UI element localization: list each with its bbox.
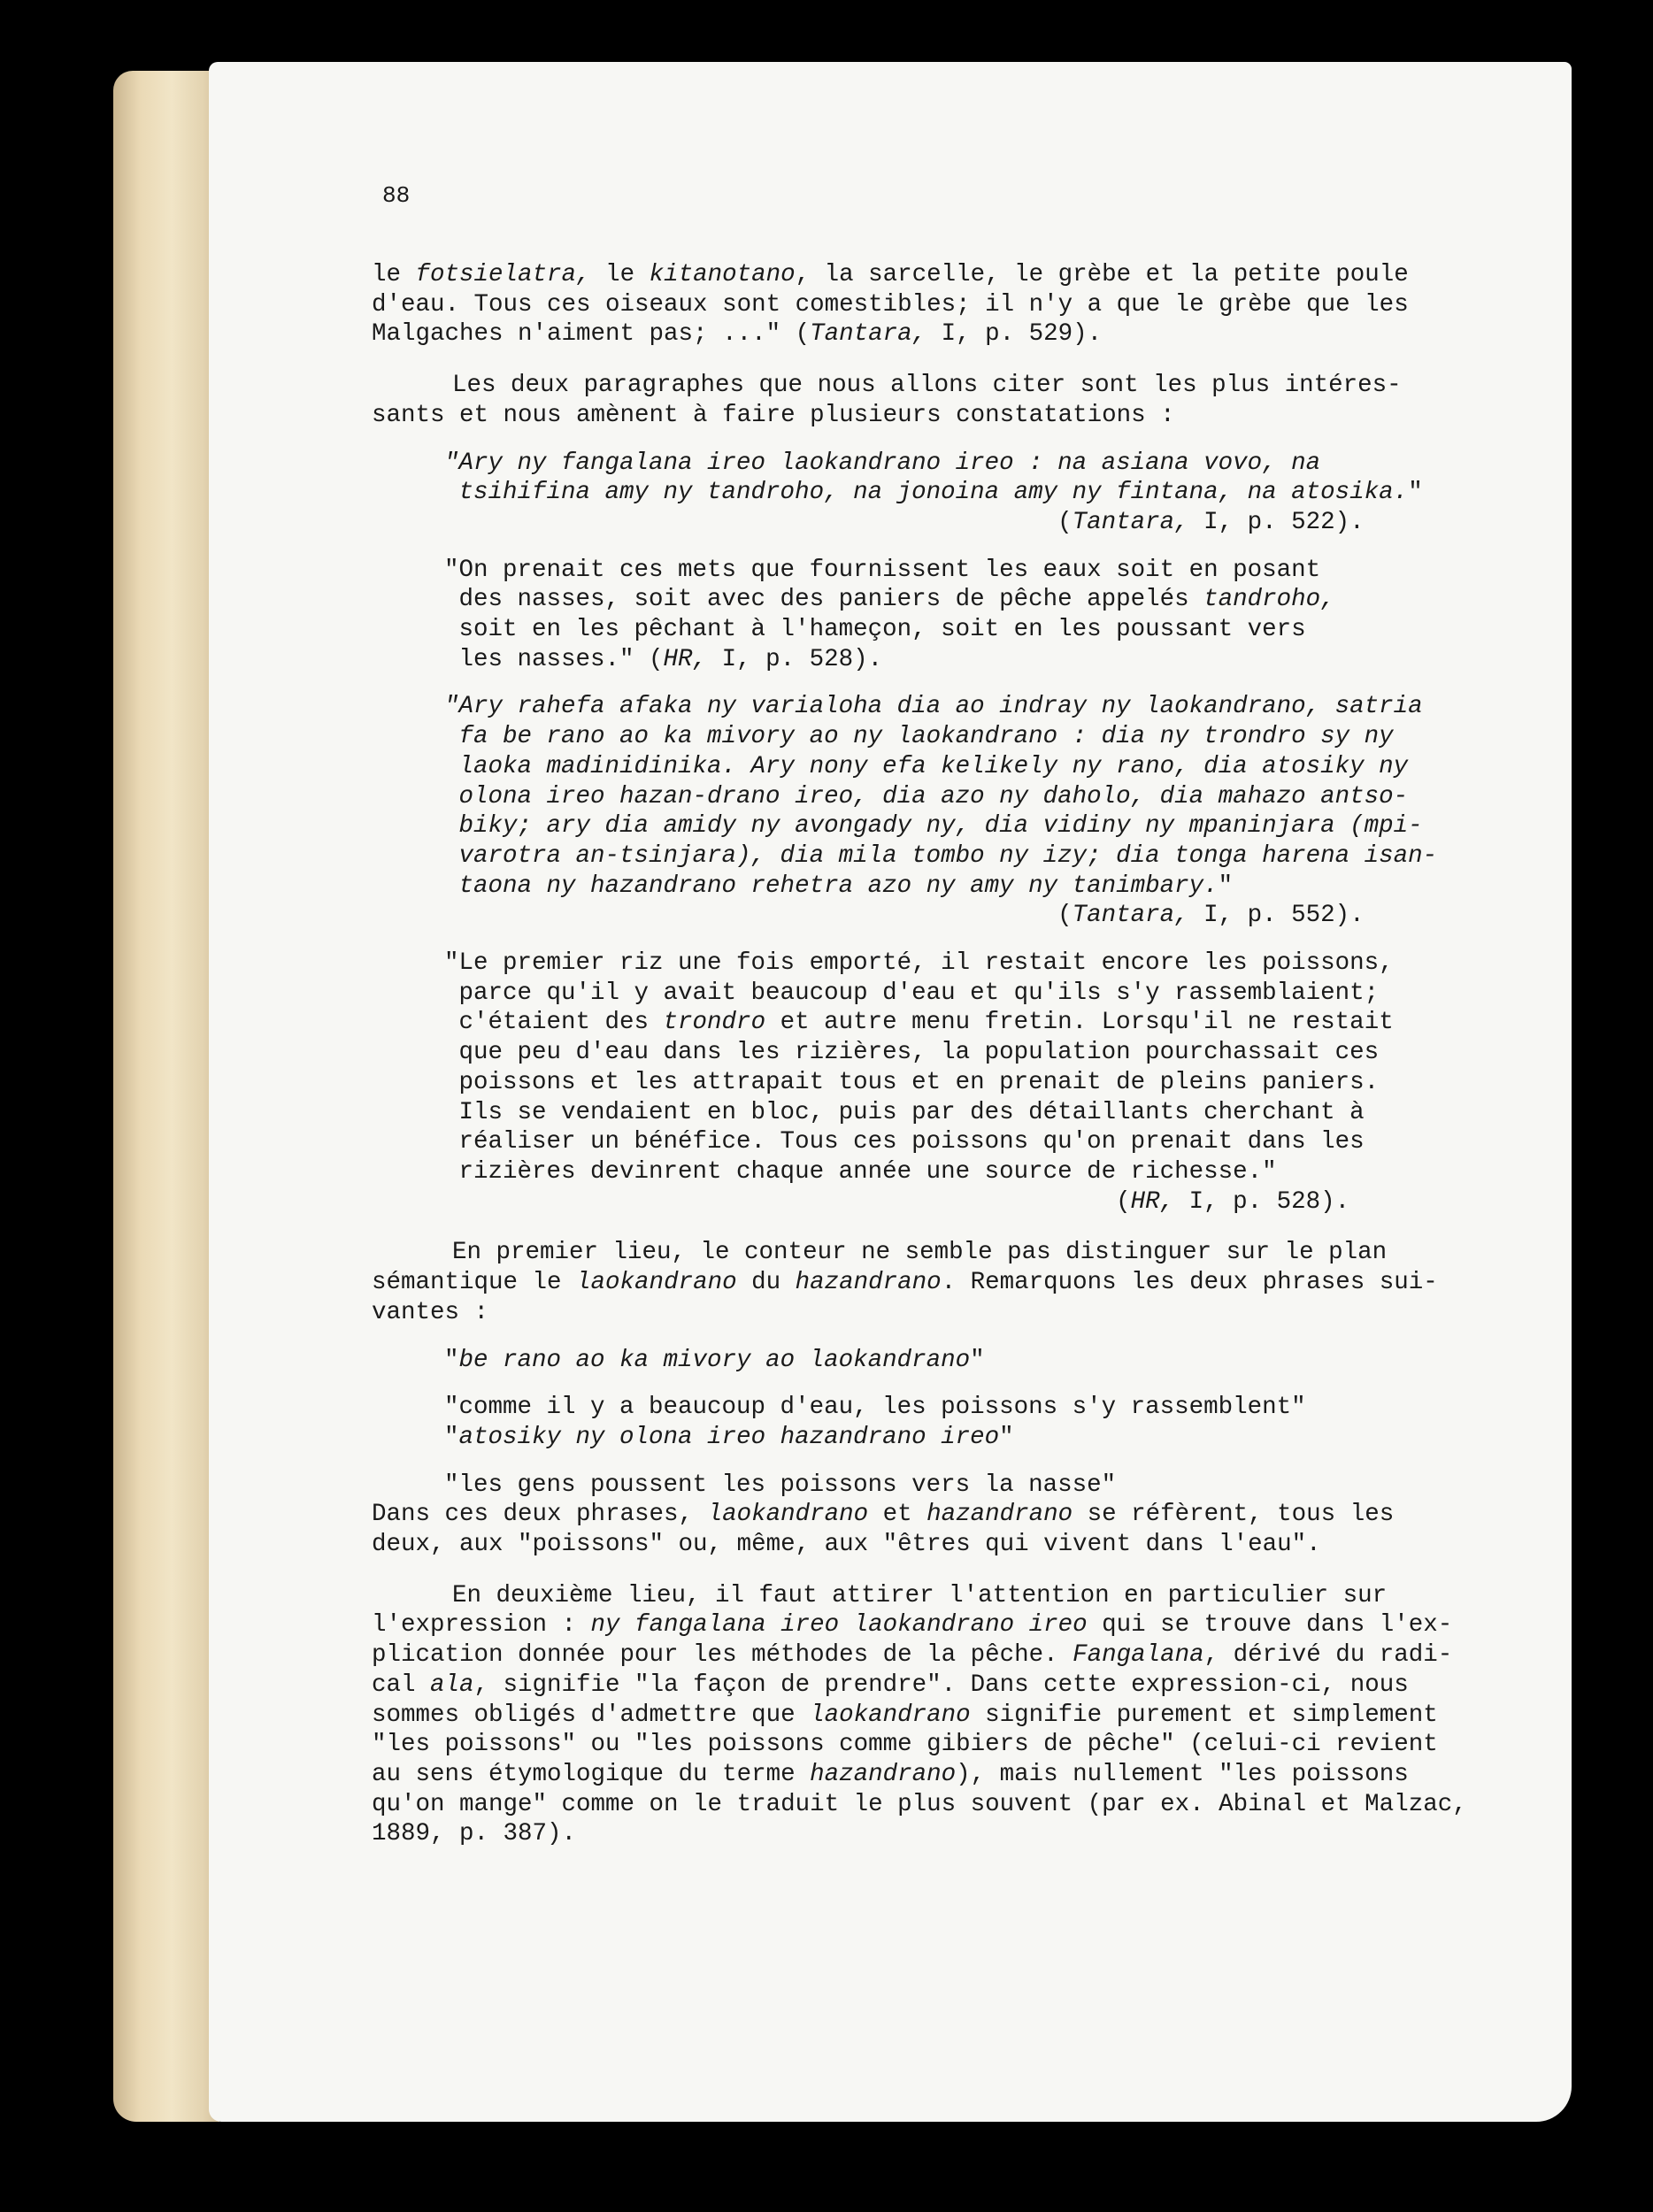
text-line <box>372 319 1429 349</box>
text-span: I, p. 528). <box>707 645 883 673</box>
text-span: "Le premier riz une fois emporté, il restait encore les poissons, <box>444 949 1394 978</box>
italic-text: kitanotano <box>649 261 796 288</box>
italic-text: Tantara, <box>1072 902 1189 930</box>
text-span: , dérivé du radi- <box>1203 1641 1453 1670</box>
text-line <box>372 1500 1429 1530</box>
text-span: Les deux paragraphes que nous allons citer sont les plus intéres- <box>452 372 1402 400</box>
text-span: Ils se vendaient en bloc, puis par des détaillants cherchant à <box>444 1098 1365 1126</box>
text-span: sommes obligés d'admettre que <box>372 1701 811 1729</box>
text-line <box>372 1068 1429 1098</box>
text-line <box>372 872 1429 902</box>
text-line <box>372 1530 1429 1560</box>
text-line <box>372 841 1438 872</box>
text-span: ), mais nullement "les poissons <box>956 1760 1409 1788</box>
text-span: "On prenait ces mets que fournissent les eaux soit en posant <box>444 556 1321 584</box>
text-span: 1889, p. 387). <box>372 1820 577 1848</box>
italic-text: taona ny hazandrano rehetra azo ny amy ny tanimbary. <box>444 872 1219 900</box>
text-span: . Remarquons les deux phrases sui- <box>941 1269 1438 1297</box>
italic-text: olona ireo hazan-drano ireo, dia azo ny daholo, dia mahazo antso- <box>444 782 1409 810</box>
italic-text: laokandrano <box>810 1701 971 1729</box>
text-span: le <box>372 261 416 288</box>
text-span: le <box>590 261 650 288</box>
italic-text: hazandrano <box>926 1501 1073 1529</box>
text-span: " <box>444 1346 459 1374</box>
italic-text: ny fangalana ireo laokandrano ireo <box>590 1611 1088 1640</box>
italic-text: "Ary ny fangalana ireo laokandrano ireo : na asiana vovo, na <box>444 449 1321 477</box>
text-span: c'étaient des <box>444 1009 664 1037</box>
text-span: " <box>1218 872 1234 900</box>
text-span: du <box>736 1269 796 1297</box>
italic-text: trondro <box>663 1009 766 1037</box>
text-span: "les gens poussent les poissons vers la nasse" <box>444 1471 1117 1499</box>
text-line <box>372 901 1429 931</box>
text-span: "les poissons" ou "les poissons comme gibiers de pêche" (celui-ci revient <box>372 1731 1438 1759</box>
text-line <box>372 1268 1438 1298</box>
text-line <box>372 1471 1429 1501</box>
text-line <box>372 782 1429 812</box>
text-span: I, p. 529). <box>926 320 1103 349</box>
text-span: , la sarcelle, le grèbe et la petite poule <box>795 261 1409 288</box>
text-line <box>372 1819 1429 1849</box>
text-line <box>372 1346 1429 1376</box>
italic-text: laokandrano <box>707 1501 869 1529</box>
page-number: 88 <box>382 182 411 209</box>
text-span: En deuxième lieu, il faut attirer l'attention en particulier sur <box>452 1581 1388 1609</box>
text-line <box>372 692 1429 722</box>
italic-text: varotra an-tsinjara), dia mila tombo ny izy; dia tonga harena isan- <box>444 841 1438 870</box>
text-line <box>372 290 1429 320</box>
italic-text: laoka madinidinika. Ary nony efa kelikely ny rano, dia atosiky ny <box>444 752 1409 780</box>
text-span: Malgaches n'aiment pas; ..." ( <box>372 320 811 349</box>
text-line <box>372 1640 1453 1671</box>
text-line <box>372 449 1429 479</box>
text-span: des nasses, soit avec des paniers de pêche appelés <box>444 586 1204 614</box>
text-span: qui se trouve dans l'ex- <box>1087 1611 1453 1640</box>
text-line <box>372 260 1429 290</box>
italic-text: atosiky ny olona ireo hazandrano ireo <box>458 1423 1000 1451</box>
text-line <box>372 508 1429 538</box>
text-span: I, p. 552). <box>1188 902 1365 930</box>
text-span: deux, aux "poissons" ou, même, aux "êtres qui vivent dans l'eau". <box>372 1531 1321 1559</box>
italic-text: be rano ao ka mivory ao laokandrano <box>458 1346 971 1374</box>
text-line <box>372 1701 1438 1731</box>
text-span: I, p. 528). <box>1174 1187 1350 1216</box>
text-line <box>372 722 1429 752</box>
text-line <box>372 1127 1429 1157</box>
italic-text: HR, <box>1130 1187 1175 1216</box>
text-line <box>372 949 1429 979</box>
text-span: En premier lieu, le conteur ne semble pas distinguer sur le plan <box>452 1239 1388 1267</box>
italic-text: tsihifina amy ny tandroho, na jonoina amy ny fintana, na atosika. <box>444 479 1409 507</box>
italic-text: fa be rano ao ka mivory ao ny laokandrano : dia ny trondro sy ny <box>444 723 1394 751</box>
italic-text: hazandrano <box>795 1269 942 1297</box>
text-line <box>372 1423 1429 1453</box>
text-span: I, p. 522). <box>1188 508 1365 536</box>
text-line <box>372 1187 1429 1217</box>
text-span: signifie purement et simplement <box>970 1701 1438 1729</box>
page-body-text <box>372 260 1467 1849</box>
text-line <box>372 1008 1429 1038</box>
italic-text: ala <box>430 1671 474 1699</box>
text-span: ( <box>444 1187 1131 1216</box>
text-line <box>372 1098 1429 1128</box>
text-span: d'eau. Tous ces oiseaux sont comestibles; il n'y a que le grèbe que les <box>372 290 1409 319</box>
text-span: , signifie "la façon de prendre". Dans cette expression-ci, nous <box>473 1671 1409 1699</box>
text-span: plication donnée pour les méthodes de la pêche. <box>372 1641 1073 1670</box>
text-span: " <box>1408 479 1423 507</box>
text-line <box>372 1038 1429 1068</box>
text-line <box>372 1393 1429 1423</box>
italic-text: "Ary rahefa afaka ny varialoha dia ao indray ny laokandrano, satria <box>444 693 1423 721</box>
text-line <box>372 979 1429 1009</box>
text-line <box>372 1730 1438 1760</box>
text-span: " <box>444 1423 459 1451</box>
text-line <box>372 1610 1453 1640</box>
text-line <box>372 585 1429 615</box>
text-line <box>372 752 1429 782</box>
italic-text: Tantara, <box>1072 508 1189 536</box>
italic-text: hazandrano <box>810 1760 957 1788</box>
text-span: poissons et les attrapait tous et en prenait de pleins paniers. <box>444 1068 1380 1096</box>
text-line <box>372 556 1429 586</box>
text-span: se réfèrent, tous les <box>1073 1501 1395 1529</box>
text-line <box>372 1298 1429 1328</box>
text-line <box>372 478 1429 508</box>
text-span: rizières devinrent chaque année une source de richesse." <box>444 1157 1277 1186</box>
text-span: que peu d'eau dans les rizières, la population pourchassait ces <box>444 1039 1380 1067</box>
text-line <box>372 1581 1429 1611</box>
text-span: l'expression : <box>372 1611 591 1640</box>
text-line <box>372 401 1429 431</box>
italic-text: HR, <box>663 645 708 673</box>
italic-text: laokandrano <box>576 1269 737 1297</box>
text-line <box>372 371 1429 401</box>
text-line <box>372 615 1429 645</box>
text-line <box>372 1790 1467 1820</box>
italic-text: tandroho, <box>1203 586 1335 614</box>
text-line <box>372 1157 1429 1187</box>
text-span: au sens étymologique du terme <box>372 1760 811 1788</box>
text-span: soit en les pêchant à l'hameçon, soit en les poussant vers <box>444 616 1306 644</box>
text-span: et <box>868 1501 927 1529</box>
book-page-edges <box>113 71 219 2122</box>
text-line <box>372 1671 1429 1701</box>
italic-text: Tantara, <box>810 320 927 349</box>
italic-text: biky; ary dia amidy ny avongady ny, dia vidiny ny mpaninjara (mpi- <box>444 812 1423 841</box>
text-span: vantes : <box>372 1298 489 1326</box>
italic-text: Fangalana <box>1073 1641 1204 1670</box>
text-line <box>372 1238 1429 1268</box>
text-line <box>372 811 1429 841</box>
text-span: ( <box>444 902 1073 930</box>
text-span: sémantique le <box>372 1269 577 1297</box>
text-span: les nasses." ( <box>444 645 664 673</box>
text-span: " <box>999 1423 1014 1451</box>
text-span: parce qu'il y avait beaucoup d'eau et qu'ils s'y rassemblaient; <box>444 979 1380 1007</box>
text-line <box>372 1760 1429 1790</box>
text-span: sants et nous amènent à faire plusieurs constatations : <box>372 401 1175 429</box>
text-span: " <box>970 1346 985 1374</box>
text-span: réaliser un bénéfice. Tous ces poissons qu'on prenait dans les <box>444 1128 1365 1156</box>
text-line <box>372 645 1429 675</box>
text-span: qu'on mange" comme on le traduit le plus souvent (par ex. Abinal et Malzac, <box>372 1790 1467 1818</box>
text-span: "comme il y a beaucoup d'eau, les poissons s'y rassemblent" <box>444 1394 1306 1422</box>
text-span: Dans ces deux phrases, <box>372 1501 708 1529</box>
text-span: ( <box>444 508 1073 536</box>
italic-text: fotsielatra, <box>415 261 591 288</box>
text-span: cal <box>372 1671 431 1699</box>
text-span: et autre menu fretin. Lorsqu'il ne restait <box>765 1009 1394 1037</box>
